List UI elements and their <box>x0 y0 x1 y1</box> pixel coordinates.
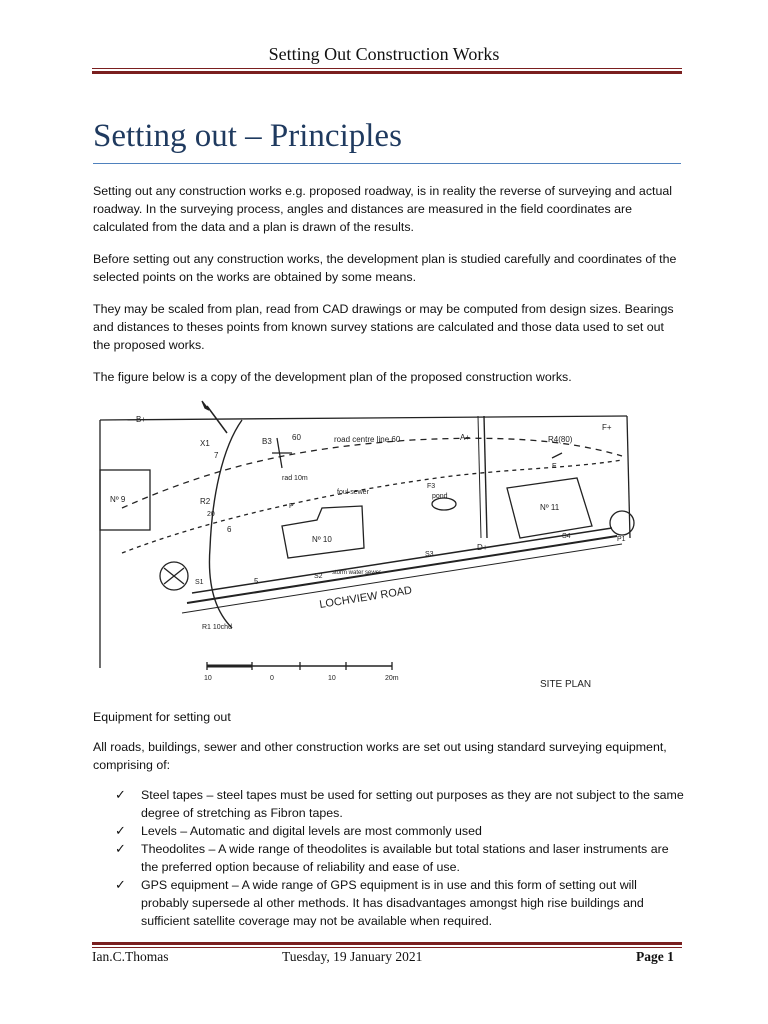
station-label: F+ <box>602 423 612 432</box>
section-heading-equipment: Equipment for setting out <box>93 710 231 724</box>
paragraph-development-plan: Before setting out any construction works, the development plan is studied carefully and coordinates of the selected points on the works are obtained by some means. <box>93 252 677 284</box>
list-item-text: Steel tapes – steel tapes must be used for setting out purposes as they are not subject to the same degree of stretching as Fibron tapes. <box>141 788 684 820</box>
running-header: Setting Out Construction Works <box>268 44 500 64</box>
scale-label: 10 <box>204 675 212 682</box>
scale-label: 10 <box>328 675 336 682</box>
list-item <box>115 840 685 876</box>
check-mark-icon: ✓ <box>115 877 126 892</box>
plot-10-label: Nº 10 <box>312 535 332 544</box>
footer-date: Tuesday, 19 January 2021 <box>282 949 423 964</box>
station-label: S1 <box>195 579 204 586</box>
plot-10 <box>282 506 364 558</box>
station-label: R2 <box>200 497 211 506</box>
pond-label: pond <box>432 493 448 500</box>
list-item-text: Levels – Automatic and digital levels are most commonly used <box>141 824 482 838</box>
station-label: E <box>552 463 557 470</box>
site-plan-figure <box>92 398 637 703</box>
station-label: X1 <box>200 439 210 448</box>
scale-label: 20m <box>385 675 399 682</box>
title-underline <box>93 163 681 164</box>
paragraph-coordinates: They may be scaled from plan, read from CAD drawings or may be computed from design sizes. Bearings and distances to theses points from known survey stations are calculated and those data used to set out the proposed works. <box>93 302 674 352</box>
paragraph-figure-intro: The figure below is a copy of the development plan of the proposed construction works. <box>93 370 572 384</box>
list-item <box>115 822 685 840</box>
equipment-list <box>115 786 685 930</box>
station-label: 60 <box>292 433 301 442</box>
contour-label: 5 <box>254 577 259 586</box>
list-item-text: GPS equipment – A wide range of GPS equipment is in use and this form of setting out will probably supersede al other methods. It has disadvantages amongst high rise buildings and sufficient satellite coverage may not be available when required. <box>141 878 644 928</box>
scale-label: 0 <box>270 675 274 682</box>
station-label: S2 <box>314 573 323 580</box>
footer-author: Ian.C.Thomas <box>92 949 169 964</box>
list-item <box>115 786 685 822</box>
plot-11-label: Nº 11 <box>540 503 560 512</box>
plot-9-label: Nº 9 <box>110 495 126 504</box>
foul-sewer-label: foul sewer <box>337 489 369 496</box>
list-item <box>115 876 685 930</box>
paragraph-intro: Setting out any construction works e.g. proposed roadway, is in reality the reverse of surveying and actual roadway. In the surveying process, angles and distances are measured in the field coordinates are calculated from the data and a plan is drawn of the results. <box>93 184 672 234</box>
check-mark-icon: ✓ <box>115 823 126 838</box>
storm-water-label: storm water sewer <box>332 570 382 576</box>
station-label: F3 <box>427 483 436 490</box>
list-item-text: Theodolites – A wide range of theodolites is available but total stations and laser instruments are the preferred option because of reliability and ease of use. <box>141 842 669 874</box>
check-mark-icon: ✓ <box>115 841 126 856</box>
station-label: S4 <box>562 533 571 540</box>
check-mark-icon: ✓ <box>115 787 126 802</box>
contour-label: 7 <box>214 451 219 460</box>
station-label: A+ <box>460 433 471 442</box>
radius-label-2: R1 10chd <box>202 624 232 631</box>
station-label: S3 <box>425 551 434 558</box>
radius-label: rad 10m <box>282 475 308 482</box>
station-label: D+ <box>477 543 488 552</box>
road-name: LOCHVIEW ROAD <box>318 584 413 611</box>
contour-label: 6 <box>227 525 232 534</box>
station-label: P <box>289 503 294 510</box>
header-rule <box>92 68 682 74</box>
station-label: 20 <box>207 511 215 518</box>
paragraph-equipment-intro: All roads, buildings, sewer and other construction works are set out using standard surveying equipment, comprising of: <box>93 740 667 772</box>
station-label: B3 <box>262 437 272 446</box>
station-label: R4(80) <box>548 435 573 444</box>
footer-page-number: Page 1 <box>636 949 674 964</box>
page-title: Setting out – Principles <box>93 118 402 154</box>
station-label: B+ <box>136 415 147 424</box>
station-label: P1 <box>617 536 626 543</box>
footer-rule <box>92 940 682 948</box>
road-centre-line-label: road centre line 60 <box>334 435 401 444</box>
site-plan-title: SITE PLAN <box>540 679 592 690</box>
